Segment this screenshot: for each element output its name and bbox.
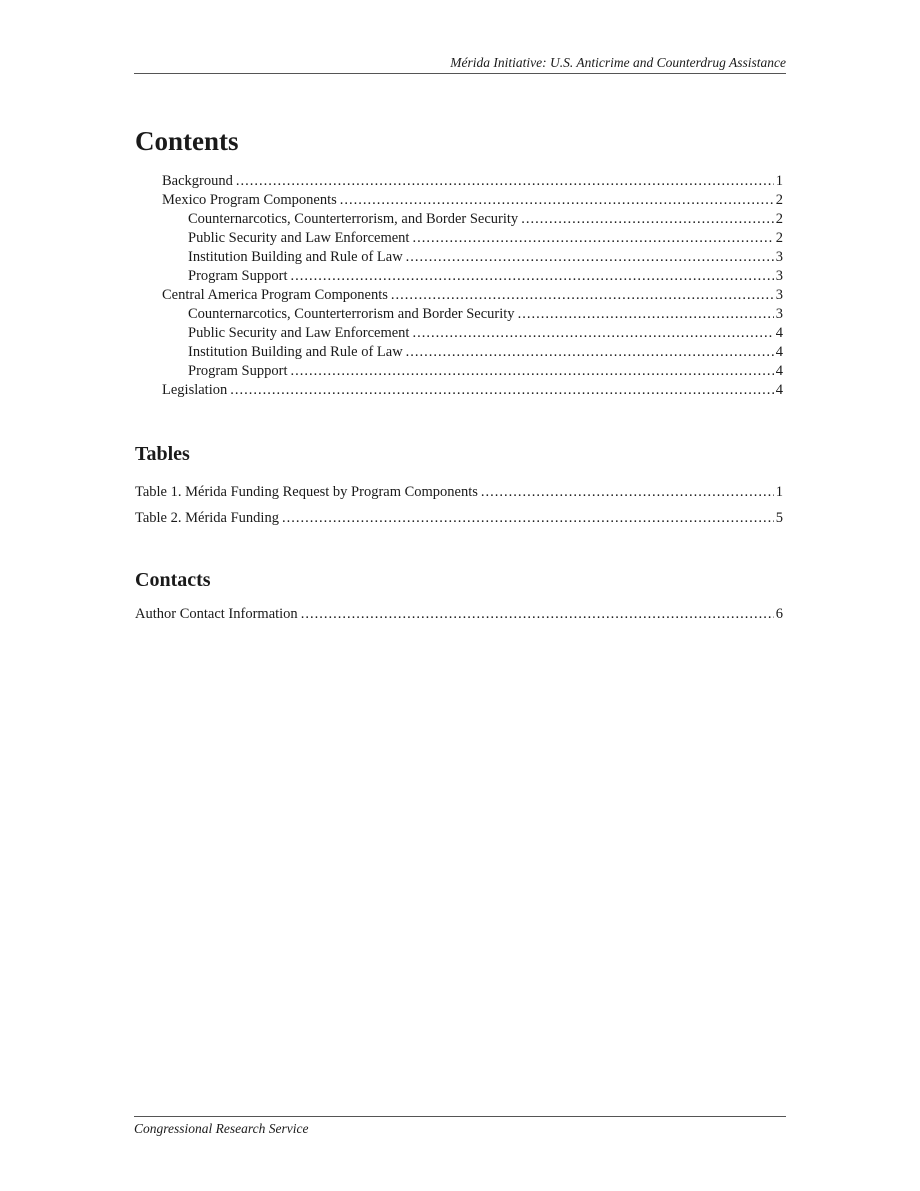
dot-leader xyxy=(406,248,774,267)
table-entry-1[interactable] xyxy=(135,479,783,505)
toc-entry-page: 4 xyxy=(775,382,783,398)
dot-leader xyxy=(301,604,774,624)
toc-entry-mexico-program-support[interactable] xyxy=(135,267,783,286)
tables-list xyxy=(135,479,783,531)
contact-entry-label: Author Contact Information xyxy=(135,606,298,622)
toc-entry-page: 2 xyxy=(775,192,783,208)
toc-entry-page: 3 xyxy=(775,268,783,284)
toc-entry-mexico-counternarcotics[interactable] xyxy=(135,210,783,229)
table-entry-2[interactable] xyxy=(135,505,783,531)
toc-entry-label: Legislation xyxy=(162,382,228,398)
toc-entry-label: Public Security and Law Enforcement xyxy=(188,325,410,341)
dot-leader xyxy=(236,172,774,191)
dot-leader xyxy=(412,324,773,343)
dot-leader xyxy=(340,191,774,210)
toc-entry-central-america-institution-building[interactable] xyxy=(135,343,783,362)
toc-entry-label: Institution Building and Rule of Law xyxy=(188,249,403,265)
table-of-contents xyxy=(135,172,783,400)
toc-entry-mexico-program-components[interactable] xyxy=(135,191,783,210)
dot-leader xyxy=(282,505,774,531)
toc-entry-central-america-counternarcotics[interactable] xyxy=(135,305,783,324)
contacts-list xyxy=(135,604,783,624)
toc-entry-label: Mexico Program Components xyxy=(162,192,337,208)
toc-entry-page: 4 xyxy=(775,344,783,360)
toc-entry-central-america-program-support[interactable] xyxy=(135,362,783,381)
table-entry-label: Table 1. Mérida Funding Request by Program Components xyxy=(135,484,478,500)
toc-entry-page: 3 xyxy=(775,287,783,303)
toc-entry-label: Public Security and Law Enforcement xyxy=(188,230,410,246)
toc-entry-label: Counternarcotics, Counterterrorism, and Border Security xyxy=(188,211,519,227)
toc-entry-background[interactable] xyxy=(135,172,783,191)
toc-entry-page: 3 xyxy=(775,306,783,322)
dot-leader xyxy=(230,381,774,400)
page-footer: Congressional Research Service xyxy=(134,1116,786,1137)
dot-leader xyxy=(518,305,774,324)
running-header: Mérida Initiative: U.S. Anticrime and Counterdrug Assistance xyxy=(134,55,786,74)
dot-leader xyxy=(481,479,774,505)
dot-leader xyxy=(406,343,774,362)
dot-leader xyxy=(521,210,774,229)
dot-leader xyxy=(290,362,773,381)
dot-leader xyxy=(391,286,774,305)
page-title: Contents xyxy=(135,126,239,156)
toc-entry-label: Program Support xyxy=(188,363,288,379)
contact-entry-author-info[interactable] xyxy=(135,604,783,624)
tables-heading: Tables xyxy=(135,443,190,465)
toc-entry-mexico-public-security[interactable] xyxy=(135,229,783,248)
toc-entry-page: 2 xyxy=(775,211,783,227)
toc-entry-page: 3 xyxy=(775,249,783,265)
contact-entry-page: 6 xyxy=(775,606,783,622)
dot-leader xyxy=(290,267,773,286)
table-entry-page: 5 xyxy=(775,510,783,526)
contacts-heading: Contacts xyxy=(135,569,211,591)
toc-entry-page: 4 xyxy=(775,325,783,341)
toc-entry-label: Background xyxy=(162,173,233,189)
table-entry-page: 1 xyxy=(775,484,783,500)
table-entry-label: Table 2. Mérida Funding xyxy=(135,510,279,526)
toc-entry-page: 4 xyxy=(775,363,783,379)
toc-entry-page: 2 xyxy=(775,230,783,246)
toc-entry-label: Institution Building and Rule of Law xyxy=(188,344,403,360)
toc-entry-label: Central America Program Components xyxy=(162,287,388,303)
toc-entry-page: 1 xyxy=(775,173,783,189)
toc-entry-central-america-public-security[interactable] xyxy=(135,324,783,343)
toc-entry-label: Counternarcotics, Counterterrorism and Border Security xyxy=(188,306,515,322)
toc-entry-mexico-institution-building[interactable] xyxy=(135,248,783,267)
dot-leader xyxy=(412,229,773,248)
toc-entry-label: Program Support xyxy=(188,268,288,284)
toc-entry-central-america-program-components[interactable] xyxy=(135,286,783,305)
toc-entry-legislation[interactable] xyxy=(135,381,783,400)
